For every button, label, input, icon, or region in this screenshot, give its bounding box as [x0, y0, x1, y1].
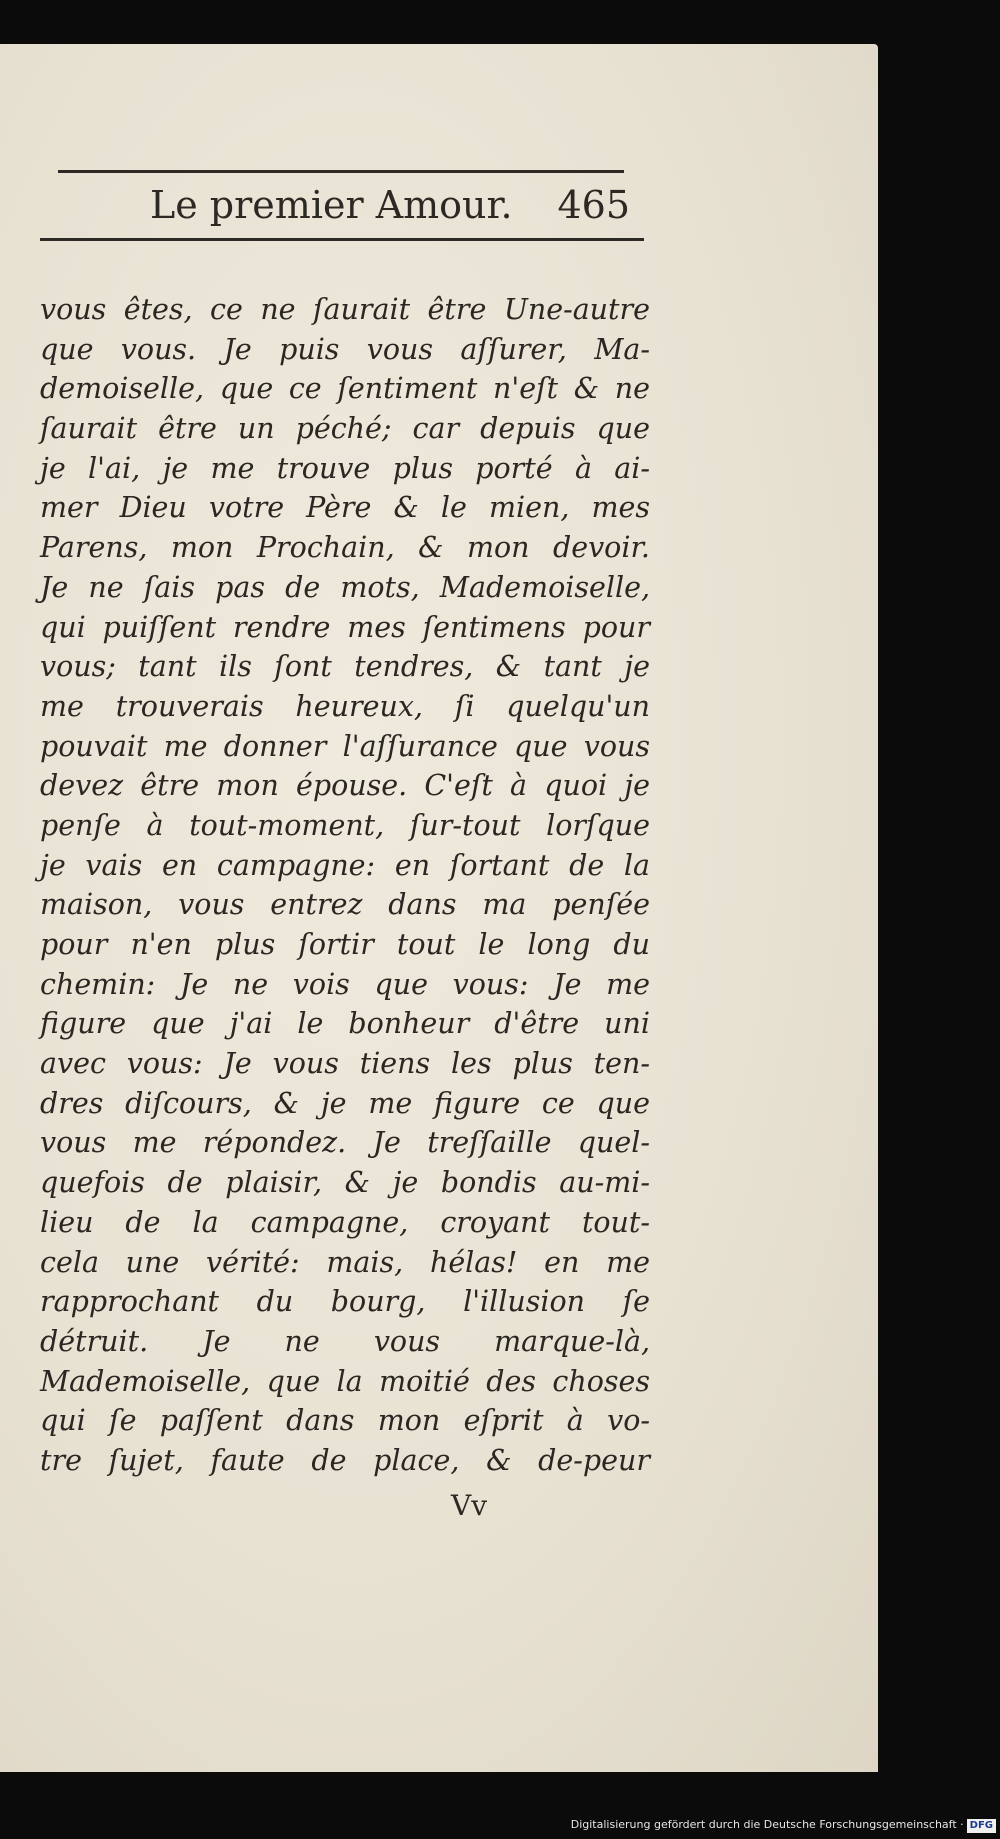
text-line: figure que j'ai le bonheur d'être uni	[40, 1007, 650, 1041]
text-line: lieu de la campagne, croyant tout-	[40, 1205, 650, 1239]
text-line: demoiselle, que ce ſentiment n'eſt & ne	[40, 372, 650, 406]
dfg-logo: DFG	[967, 1819, 996, 1833]
signature-mark: Vv	[450, 1489, 488, 1522]
credit-text: Digitalisierung gefördert durch die Deutsche Forschungsgemeinschaft ·	[570, 1818, 964, 1831]
page-number: 465	[557, 183, 630, 227]
text-line: mer Dieu votre Père & le mien, mes	[40, 491, 650, 525]
text-line: pouvait me donner l'aſſurance que vous	[40, 729, 650, 763]
text-line: ſaurait être un péché; car depuis que	[40, 412, 650, 446]
text-line: tre ſujet, faute de place, & de-peur	[40, 1443, 650, 1477]
text-line: Parens, mon Prochain, & mon devoir.	[40, 531, 650, 565]
text-line: détruit. Je ne vous marque-là,	[40, 1324, 650, 1358]
text-line: Je ne ſais pas de mots, Mademoiselle,	[40, 570, 650, 604]
text-line: maison, vous entrez dans ma penſée	[40, 888, 650, 922]
header-rule-bottom	[40, 238, 644, 241]
text-line: dres diſcours, & je me figure ce que	[40, 1086, 650, 1120]
book-page	[0, 44, 878, 1772]
running-head-title: Le premier Amour.	[150, 183, 513, 227]
text-line: qui puiſſent rendre mes ſentimens pour	[40, 610, 650, 644]
text-line: vous êtes, ce ne ſaurait être Une-autre	[40, 293, 650, 326]
text-line: quefois de plaisir, & je bondis au-mi-	[40, 1166, 650, 1200]
digitization-credit	[571, 1813, 996, 1837]
text-line: que vous. Je puis vous aſſurer, Ma-	[40, 332, 650, 366]
text-line: pour n'en plus ſortir tout le long du	[40, 928, 650, 961]
text-line: penſe à tout-moment, ſur-tout lorſque	[40, 808, 650, 842]
text-line: me trouverais heureux, ſi quelqu'un	[40, 689, 650, 723]
text-line: avec vous: Je vous tiens les plus ten-	[40, 1047, 650, 1081]
text-line: Mademoiselle, que la moitié des choses	[40, 1364, 650, 1398]
text-line: chemin: Je ne vois que vous: Je me	[40, 967, 650, 1001]
text-line: qui ſe paſſent dans mon eſprit à vo-	[40, 1404, 650, 1438]
text-line: vous me répondez. Je treſſaille quel-	[40, 1126, 650, 1160]
text-line: je vais en campagne: en ſortant de la	[40, 848, 650, 882]
body-text	[40, 290, 650, 1481]
text-line: rapprochant du bourg, l'illusion ſe	[40, 1285, 650, 1319]
text-line: cela une vérité: mais, hélas! en me	[40, 1245, 650, 1279]
text-line: je l'ai, je me trouve plus porté à ai-	[40, 451, 650, 485]
running-head	[150, 172, 630, 238]
text-line: devez être mon épouse. C'eſt à quoi je	[40, 769, 650, 803]
text-line: vous; tant ils ſont tendres, & tant je	[40, 650, 650, 684]
